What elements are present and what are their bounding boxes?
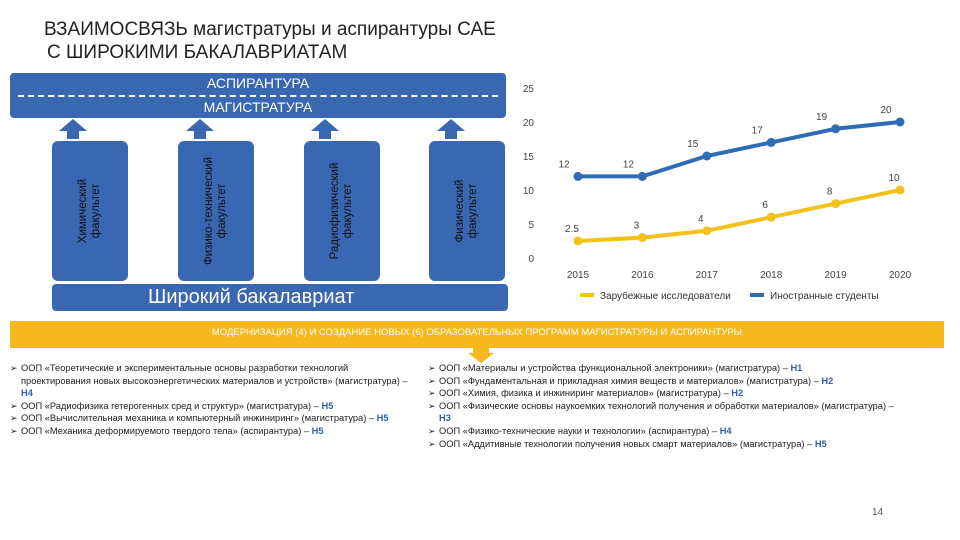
data-point: [767, 213, 776, 222]
legend-label: Иностранные студенты: [770, 291, 879, 302]
title-line-2: С ШИРОКИМИ БАКАЛАВРИАТАМ: [47, 42, 348, 63]
data-point: [702, 226, 711, 235]
y-tick-label: 5: [528, 220, 534, 231]
program-text: ООП «Физико-технические науки и технологии» (аспирантура) –: [439, 425, 720, 436]
program-text: ООП «Вычислительная механика и компьютерный инжиниринг» (магистратура) –: [21, 413, 377, 424]
program-item: [10, 400, 420, 413]
dashed-divider: [18, 95, 498, 97]
faculty-radiophysics: [304, 141, 380, 281]
bullet-arrow-icon: ➢: [428, 388, 436, 399]
data-label: 6: [762, 200, 768, 212]
bullet-arrow-icon: ➢: [10, 413, 18, 424]
postgrad-label: АСПИРАНТУРА: [206, 75, 310, 91]
program-text: ООП «Химия, физика и инжиниринг материалов» (магистратура) –: [439, 388, 732, 399]
data-label: 19: [816, 111, 828, 123]
y-tick-label: 20: [522, 118, 534, 129]
bullet-arrow-icon: ➢: [428, 375, 436, 386]
data-point: [702, 152, 711, 161]
data-point: [638, 233, 647, 242]
faculty-chemistry: [52, 141, 128, 281]
faculty-label: Физико-технический факультет: [203, 156, 228, 266]
program-code: Н5: [376, 413, 389, 424]
y-tick-label: 10: [522, 186, 534, 197]
program-list-left: [10, 362, 420, 438]
bullet-arrow-icon: ➢: [428, 438, 436, 449]
y-tick-label: 0: [528, 254, 534, 265]
faculty-label: Физический факультет: [454, 179, 479, 243]
program-code: Н3: [439, 413, 451, 424]
series-line: [578, 190, 900, 241]
bullet-arrow-icon: ➢: [10, 425, 18, 436]
page-number: 14: [872, 507, 884, 518]
data-label: 12: [622, 159, 634, 171]
program-item: [10, 412, 420, 425]
program-item: [428, 387, 908, 400]
faculty-label: Химический факультет: [77, 178, 102, 244]
data-label: 20: [880, 105, 892, 116]
data-label: 12: [558, 159, 570, 171]
data-label: 10: [888, 173, 900, 184]
x-tick-label: 2019: [824, 270, 847, 281]
program-text: ООП «Материалы и устройства функциональной электроники» (магистратура) –: [439, 363, 791, 373]
postgrad-bar: [10, 73, 506, 118]
program-item: [428, 438, 908, 451]
program-code: Н5: [814, 438, 827, 449]
bullet-arrow-icon: ➢: [428, 363, 436, 373]
program-code: Н2: [821, 375, 834, 386]
data-point: [831, 124, 840, 133]
data-point: [574, 172, 583, 181]
program-code: Н5: [311, 425, 324, 436]
data-label: 3: [633, 220, 640, 232]
x-tick-label: 2020: [888, 270, 912, 281]
bullet-arrow-icon: ➢: [428, 425, 436, 436]
program-item: [428, 400, 908, 425]
line-chart: [512, 74, 952, 314]
bullet-arrow-icon: ➢: [10, 363, 18, 373]
data-point: [831, 199, 840, 208]
data-label: 15: [687, 139, 699, 150]
program-text: ООП «Механика деформируемого твердого тела» (аспирантура) –: [21, 425, 312, 436]
data-point: [638, 172, 647, 181]
y-tick-label: 15: [522, 152, 534, 163]
bullet-arrow-icon: ➢: [428, 400, 436, 411]
program-code: Н5: [321, 400, 334, 411]
program-text: ООП «Фундаментальная и прикладная химия веществ и материалов» (магистратура) –: [439, 375, 822, 386]
program-item: [428, 362, 908, 375]
x-tick-label: 2015: [566, 270, 590, 281]
page-title: [44, 18, 496, 64]
program-text: ООП «Аддитивные технологии получения новых смарт материалов» (магистратура) –: [439, 438, 815, 449]
program-text: ООП «Физические основы наукоемких технологий получения и обработки материалов» (магистратура) –: [439, 400, 894, 411]
modernization-banner: [10, 321, 944, 348]
legend-label: Зарубежные исследователи: [600, 291, 731, 302]
x-tick-label: 2018: [760, 270, 783, 281]
program-list-right: [428, 362, 908, 450]
data-label: 2.5: [565, 224, 579, 235]
faculty-physics-tech: [178, 141, 254, 281]
program-item: [10, 425, 420, 438]
data-label: 8: [826, 186, 833, 198]
banner-text: МОДЕРНИЗАЦИЯ (4) И СОЗДАНИЕ НОВЫХ (6) ОБРАЗОВАТЕЛЬНЫХ ПРОГРАММ МАГИСТРАТУРЫ И АСПИРАНТУРЫ: [211, 327, 743, 338]
y-tick-label: 25: [522, 84, 534, 95]
data-point: [896, 186, 905, 195]
program-code: Н4: [21, 388, 33, 399]
data-label: 17: [751, 125, 763, 137]
faculty-physics: [429, 141, 505, 281]
x-tick-label: 2017: [695, 270, 718, 281]
program-text: ООП «Теоретические и экспериментальные основы разработки технологий проектирования новых высокоэнергетических материалов и устройств» (магистратура) –: [21, 363, 408, 386]
bachelor-bar: Широкий бакалавриат: [52, 284, 508, 311]
program-item: [10, 362, 420, 400]
program-code: Н1: [790, 363, 803, 373]
program-code: Н4: [719, 425, 732, 436]
master-label: МАГИСТРАТУРА: [203, 99, 313, 115]
data-point: [896, 118, 905, 127]
program-code: Н2: [731, 388, 744, 399]
bullet-arrow-icon: ➢: [10, 400, 18, 411]
data-label: 4: [698, 213, 704, 225]
x-tick-label: 2016: [631, 270, 654, 281]
program-item: [428, 425, 908, 438]
title-line-1: ВЗАИМОСВЯЗЬ магистратуры и аспирантуры САЕ: [44, 19, 496, 40]
program-item: [428, 375, 908, 388]
data-point: [574, 237, 583, 246]
faculty-label: Радиофизический факультет: [329, 162, 354, 260]
program-text: ООП «Радиофизика гетерогенных сред и структур» (магистратура) –: [21, 400, 322, 411]
data-point: [767, 138, 776, 147]
